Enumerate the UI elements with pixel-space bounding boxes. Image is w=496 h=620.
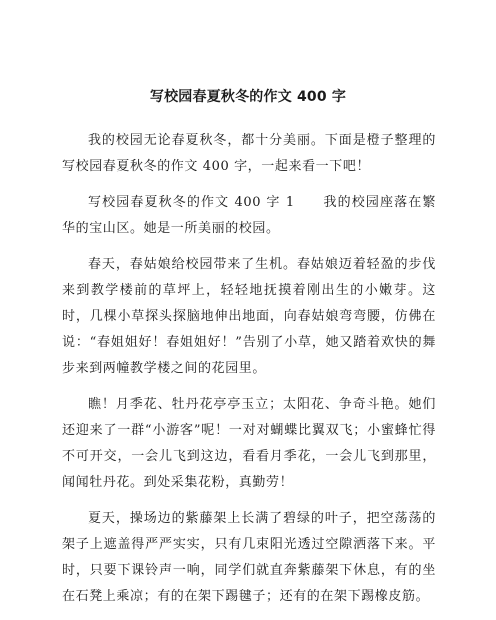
document-body [62, 128, 436, 620]
paragraph-intro: 我的校园无论春夏秋冬，都十分美丽。下面是橙子整理的写校园春夏秋冬的作文 400 字，一起来看一下吧！ [62, 133, 436, 174]
paragraph-spring: 春天，春姑娘给校园带来了生机。春姑娘迈着轻盈的步伐来到教学楼前的草坪上，轻轻地抚摸着刚出生的小嫩芽。这时，几棵小草探头探脑地伸出地面，向春姑娘弯弯腰，仿佛在说：“春姐姐好！春姐姐好！”告别了小草，她又踏着欢快的舞步来到两幢教学楼之间的花园里。 [62, 257, 436, 376]
paragraph-essay-heading: 写校园春夏秋冬的作文 400 字 1 我的校园座落在繁华的宝山区。她是一所美丽的校园。 [62, 195, 436, 236]
document-title: 写校园春夏秋冬的作文 400 字 [149, 89, 347, 105]
paragraph-flowers: 瞧！月季花、牡丹花亭亭玉立；太阳花、争奇斗艳。她们还迎来了一群“小游客”呢！一对对蝴蝶比翼双飞；小蜜蜂忙得不可开交，一会儿飞到这边，看看月季花，一会儿飞到那里，闻闻牡丹花。到处采集花粉，真勤劳！ [62, 397, 436, 490]
paragraph-summer: 夏天，操场边的紫藤架上长满了碧绿的叶子，把空荡荡的架子上遮盖得严严实实，只有几束阳光透过空隙洒落下来。平时，只要下课铃声一响，同学们就直奔紫藤架下休息，有的坐在石凳上乘凉；有的在架下踢毽子；还有的在架下踢橡皮筋。 [62, 511, 436, 604]
